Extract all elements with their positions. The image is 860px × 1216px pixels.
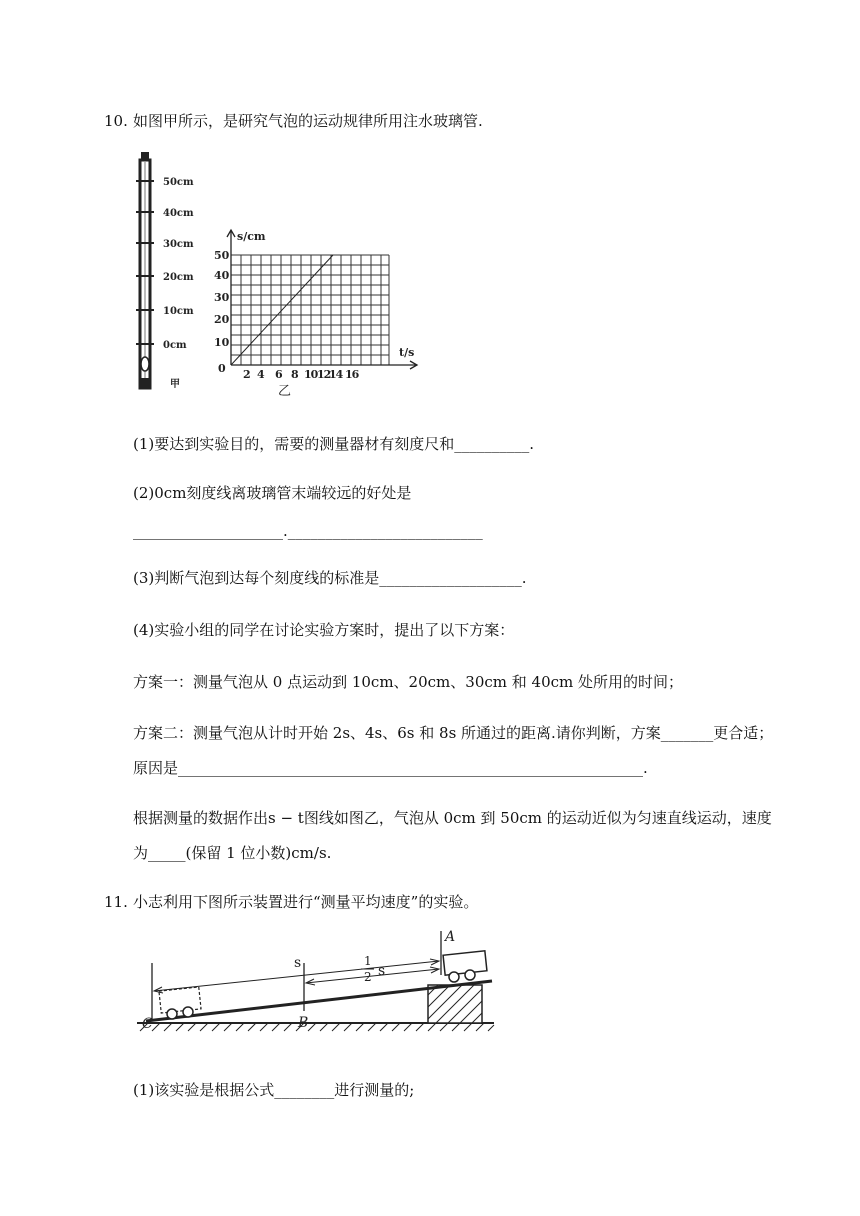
graph-xtick-8: 8 — [291, 368, 299, 381]
graph-xtick-2: 2 — [243, 368, 251, 381]
q10-reason: 原因是______________________________________________________________. — [133, 759, 648, 777]
tube-label-30: 30cm — [163, 239, 194, 250]
graph-xtick-6: 6 — [275, 368, 283, 381]
label-C: C — [142, 1016, 153, 1032]
ground-hatching — [140, 1023, 494, 1031]
graph-xlabel: t/s — [399, 346, 415, 359]
graph-xtick-10: 10 — [304, 368, 318, 381]
q10-plan2: 方案二：测量气泡从计时开始 2s、4s、6s 和 8s 所通过的距离.请你判断，方案_______更合适； — [133, 724, 774, 742]
q10-part2-answer-blank: ____________________.__________________________ — [133, 522, 483, 540]
tube-label-10: 10cm — [163, 306, 194, 317]
graph-xtick-4: 4 — [257, 368, 265, 381]
label-half-denominator: 2 — [364, 970, 372, 984]
q10-part1: (1)要达到实验目的，需要的测量器材有刻度尺和__________. — [133, 435, 535, 453]
graph-xtick-16: 16 — [345, 368, 359, 381]
st-line — [231, 255, 333, 365]
label-s: s — [294, 955, 302, 971]
graph-origin: 0 — [218, 362, 226, 375]
tube-label-0: 0cm — [163, 340, 187, 351]
incline-figure — [132, 925, 502, 1045]
glass-tube-figure — [130, 150, 200, 395]
graph-ylabel: s/cm — [237, 230, 266, 243]
q10-part5-line1: 根据测量的数据作出s − t图线如图乙，气泡从 0cm 到 50cm 的运动近似为匀速直线运动，速度 — [133, 809, 772, 827]
question-10-stem: 如图甲所示，是研究气泡的运动规律所用注水玻璃管. — [133, 112, 483, 130]
tube-label-20: 20cm — [163, 272, 194, 283]
graph-xtick-12: 12 — [317, 368, 331, 381]
tube-label-50: 50cm — [163, 177, 194, 188]
graph-caption: 乙 — [278, 384, 292, 399]
cart-at-top-icon — [443, 951, 487, 982]
tube-caption: 甲 — [170, 379, 180, 390]
graph-grid — [231, 255, 389, 365]
q11-part1: (1)该实验是根据公式________进行测量的; — [133, 1081, 415, 1099]
q10-part2-question: (2)0cm刻度线离玻璃管末端较远的好处是 — [133, 484, 412, 502]
question-10-number: 10. — [104, 112, 128, 130]
tube-label-40: 40cm — [163, 208, 194, 219]
st-graph-figure — [205, 222, 430, 400]
question-11-number: 11. — [104, 893, 128, 911]
graph-ytick-30: 30 — [214, 291, 230, 304]
graph-ytick-20: 20 — [214, 313, 230, 326]
graph-ytick-10: 10 — [214, 336, 230, 349]
graph-xtick-14: 14 — [329, 368, 343, 381]
bubble-icon — [141, 357, 149, 371]
q10-part4: (4)实验小组的同学在讨论实验方案时，提出了以下方案： — [133, 621, 515, 639]
graph-ytick-50: 50 — [214, 249, 230, 262]
q10-plan1: 方案一：测量气泡从 0 点运动到 10cm、20cm、30cm 和 40cm 处所用的时间； — [133, 673, 684, 691]
label-A: A — [445, 929, 456, 945]
label-half-numerator: 1 — [364, 954, 372, 968]
graph-ytick-40: 40 — [214, 269, 230, 282]
question-11-stem: 小志利用下图所示装置进行“测量平均速度”的实验。 — [133, 893, 479, 911]
label-half-s: s — [378, 963, 386, 979]
label-B: B — [298, 1015, 309, 1031]
distance-half-s-arrow — [306, 967, 439, 985]
q10-part3: (3)判断气泡到达每个刻度线的标准是___________________. — [133, 569, 527, 587]
q10-part5-line2: 为_____(保留 1 位小数)cm/s. — [133, 844, 332, 862]
